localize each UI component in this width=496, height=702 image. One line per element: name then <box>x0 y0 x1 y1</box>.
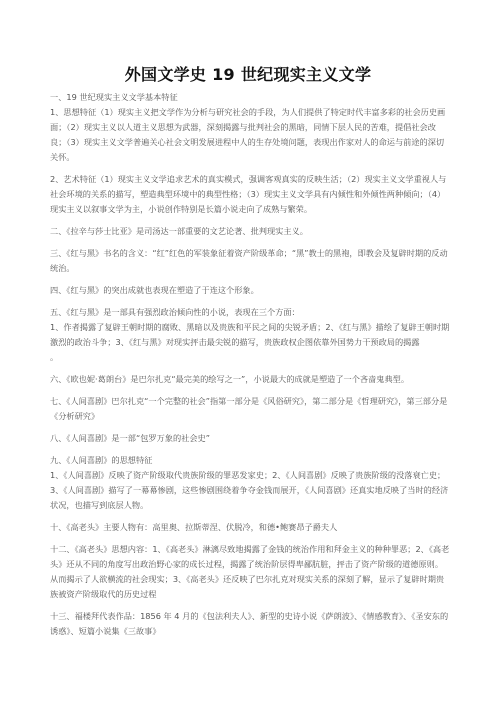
document-section <box>50 609 450 639</box>
section-gap <box>50 602 450 609</box>
paragraph: 六、《欧也妮·葛朗台》是巴尔扎克“最完美的绘写之一”，小说最大的成就是塑造了一个吝啬鬼典型。 <box>50 374 410 384</box>
paragraph: 十、《高老头》主要人物有：高里奥、拉斯蒂涅、伏脱冷，和德•鲍赛昂子爵夫人 <box>50 522 338 532</box>
document-title: 外国文学史 19 世纪现实主义文学 <box>124 65 372 84</box>
document-section <box>50 305 450 365</box>
paragraph: 。 <box>50 352 59 362</box>
document-section <box>50 520 450 535</box>
document-section <box>50 90 450 165</box>
section-gap <box>50 298 450 305</box>
document-section <box>50 431 450 446</box>
paragraph: 五、《红与黑》是一部具有强烈政治倾向性的小说，表现在三个方面： <box>50 307 300 317</box>
paragraph: 十三、福楼拜代表作品：1856 年 4 月的《包法利夫人》、新型的史诗小说《萨朗波》、《情感教育》、《圣安东的诱惑》、短篇小说集《三故事》 <box>50 611 449 636</box>
section-gap <box>50 239 450 246</box>
document-section <box>50 283 450 298</box>
section-gap <box>50 446 450 453</box>
section-gap <box>50 513 450 520</box>
paragraph: 二、《拉辛与莎士比亚》是司汤达一部重要的文艺论著、批判现实主义。 <box>50 226 308 236</box>
section-gap <box>50 387 450 394</box>
paragraph: 1、作者揭露了复辟王朝时期的腐败、黑暗以及贵族和平民之间的尖锐矛盾；2、《红与黑》描绘了复辟王朝时期激烈的政治斗争；3、《红与黑》对现实抨击最尖锐的描写，贵族政权企图依靠外国势力干预政局的揭露 <box>50 322 450 347</box>
section-gap <box>50 165 450 172</box>
paragraph: 四、《红与黑》的突出成就也表现在塑造了于连这个形象。 <box>50 285 259 295</box>
section-gap <box>50 217 450 224</box>
document-section <box>50 394 450 424</box>
paragraph: 2、艺术特征（1）现实主义文学追求艺术的真实模式，强调客观真实的反映生活；（2）现实主义文学重视人与社会环境的关系的描写，塑造典型环境中的典型性格；（3）现实主义文学具有内倾性和外倾性两种倾向；（4）现实主义以叙事文学为主，小说创作特别是长篇小说走向了成熟与繁荣。 <box>50 174 447 214</box>
document-section <box>50 246 450 276</box>
paragraph: 十二、《高老头》思想内容：1、《高老头》淋漓尽致地揭露了金钱的统治作用和拜金主义的种种罪恶；2、《高老头》还从不同的角度写出政治野心家的成长过程，揭露了统治阶层得卑鄙肮脏，抨击了资产阶级的道德原则。从而揭示了人欲横流的社会现实；3、《高老头》还反映了巴尔扎克对现实关系的深刻了解，显示了复辟时期贵族被资产阶级取代的历史过程 <box>50 544 450 599</box>
document-section <box>50 453 450 513</box>
paragraph: 三、《红与黑》书名的含义：“红”红色的军装象征着资产阶级革命；“黑”教士的黑袍，即教会及复辟时期的反动统治。 <box>50 248 448 273</box>
document-section <box>50 372 450 387</box>
section-gap <box>50 535 450 542</box>
section-gap <box>50 365 450 372</box>
paragraph: 1、思想特征（1）现实主义把文学作为分析与研究社会的手段，为人们提供了特定时代丰富多彩的社会历史画面；（2）现实主义以人道主义思想为武器，深刻揭露与批判社会的黑暗，同情下层人民的苦难，提倡社会改良；（3）现实主义文学普遍关心社会文明发展进程中人的生存处境问题，表现出作家对人的命运与前途的深切关怀。 <box>50 107 446 162</box>
document-section <box>50 172 450 217</box>
document-section <box>50 224 450 239</box>
paragraph: 七、《人间喜剧》巴尔扎克“一个完整的社会”指第一部分是《风俗研究》，第二部分是《哲理研究》，第三部分是《分析研究》 <box>50 396 448 421</box>
paragraph: 一、19 世纪现实主义文学基本特征 <box>50 92 178 102</box>
document-body <box>50 90 450 639</box>
paragraph: 八、《人间喜剧》是一部“包罗万象的社会史” <box>50 433 210 443</box>
section-gap <box>50 424 450 431</box>
paragraph: 九、《人间喜剧》的思想特征 <box>50 455 153 465</box>
paragraph: 1、《人间喜剧》反映了资产阶级取代贵族阶级的罪恶发家史；2、《人间喜剧》反映了贵族阶级的没落衰亡史；3、《人间喜剧》描写了一幕幕惨剧，这些惨剧围绕着争夺金钱而展开，《人间喜剧》还真实地反映了当时的经济状况，也描写到底层人物。 <box>50 470 449 510</box>
section-gap <box>50 276 450 283</box>
document-section <box>50 542 450 602</box>
